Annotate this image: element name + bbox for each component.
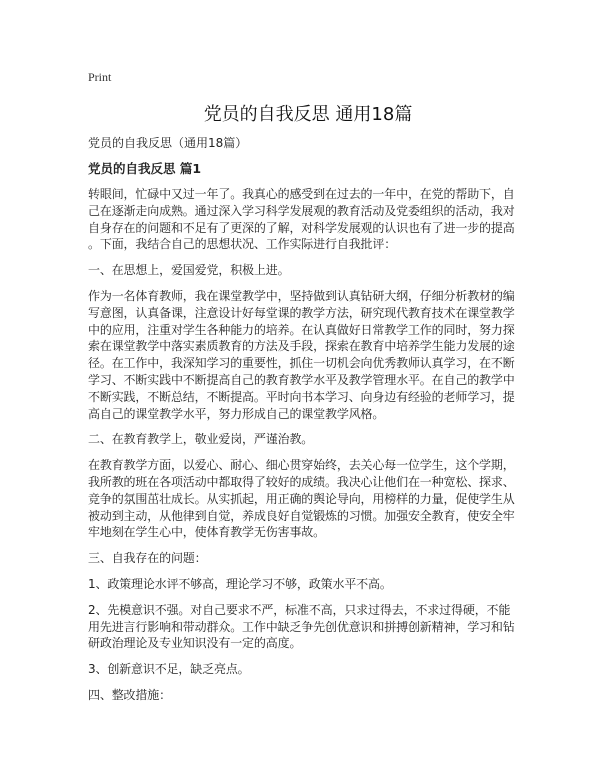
paragraph [88,288,528,422]
paragraph-line: 1、政策理论水评不够高，理论学习不够，政策水平不高。 [88,576,392,591]
paragraph-line: 中的应用，注重对学生各种能力的培养。在认真做好日常教学工作的同时，努力探 [88,322,515,337]
document-title: 党员的自我反思 通用18篇 [203,104,413,125]
document-subtitle: 党员的自我反思（通用18篇） [88,136,248,150]
paragraph-line: 三、自我存在的问题： [88,551,207,566]
paragraph-line: 自身存在的问题和不足有了更深的了解，对科学发展观的认识也有了进一步的提高 [88,220,515,235]
paragraph-line: 高自己的课堂教学水平，努力形成自己的课堂教学风格。 [88,406,385,421]
paragraph-line: 研政治理论及专业知识没有一定的高度。 [88,636,302,651]
paragraph-line: 不断实践，不断总结，不断提高。平时向书本学习、向身边有经验的老师学习，提 [88,389,515,404]
paragraph-line: 。下面，我结合自己的思想状况、工作实际进行自我批评： [88,237,397,252]
paragraph [88,186,528,253]
paragraph [88,687,528,704]
paragraph [88,602,528,652]
paragraph-line: 写意图，认真备课，注意设计好每堂课的教学方法，研究现代教育技术在课堂教学 [88,305,515,320]
paragraph-line: 2、先模意识不强。对自己要求不严，标准不高，只求过得去，不求过得硬，不能 [88,602,511,617]
paragraph [88,457,528,541]
print-label: Print [88,70,112,84]
paragraph-line: 转眼间，忙碌中又过一年了。我真心的感受到在过去的一年中，在党的帮助下，自 [88,187,515,201]
paragraph [88,661,528,678]
paragraph-line: 3、创新意识不足，缺乏亮点。 [88,662,250,677]
paragraph-line: 径。在工作中，我深知学习的重要性，抓住一切机会向优秀教师认真学习，在不断 [88,356,515,371]
paragraph-line: 学习、不断实践中不断提高自己的教育教学水平及教学管理水平。在自己的教学中 [88,372,515,387]
paragraph-line: 竞争的氛围茁壮成长。从实抓起，用正确的舆论导向，用榜样的力量，促使学生从 [88,491,515,506]
paragraph-line: 索在课堂教学中落实素质教育的方法及手段，探索在教育中培养学生能力发展的途 [88,339,515,354]
document-body [88,186,528,704]
section-heading: 党员的自我反思 篇1 [88,161,202,176]
document-page [88,70,528,704]
paragraph-line: 我所教的班在各项活动中都取得了较好的成绩。我决心让他们在一种宽松、探求、 [88,474,515,489]
paragraph-line: 四、整改措施： [88,687,171,702]
paragraph-line: 作为一名体育教师，我在课堂教学中，坚持做到认真钻研大纲，仔细分析教材的编 [88,288,515,303]
paragraph [88,576,528,593]
paragraph-line: 在教育教学方面，以爱心、耐心、细心贯穿始终，去关心每一位学生，这个学期， [88,458,515,473]
paragraph [88,431,528,448]
paragraph-line: 一、在思想上，爱国爱党，积极上进。 [88,263,290,278]
paragraph-line: 二、在教育教学上，敬业爱岗，严谨治教。 [88,432,314,447]
paragraph-line: 己在逐渐走向成熟。通过深入学习科学发展观的教育活动及党委组织的活动，我对 [88,203,515,218]
paragraph-line: 用先进言行影响和带动群众。工作中缺乏争先创优意识和拼搏创新精神，学习和钻 [88,619,515,634]
paragraph [88,262,528,279]
paragraph-line: 被动到主动，从他律到自觉，养成良好自觉锻炼的习惯。加强安全教育，使安全牢 [88,508,515,523]
paragraph [88,550,528,567]
paragraph-line: 牢地刻在学生心中，使体育教学无伤害事故。 [88,525,326,540]
